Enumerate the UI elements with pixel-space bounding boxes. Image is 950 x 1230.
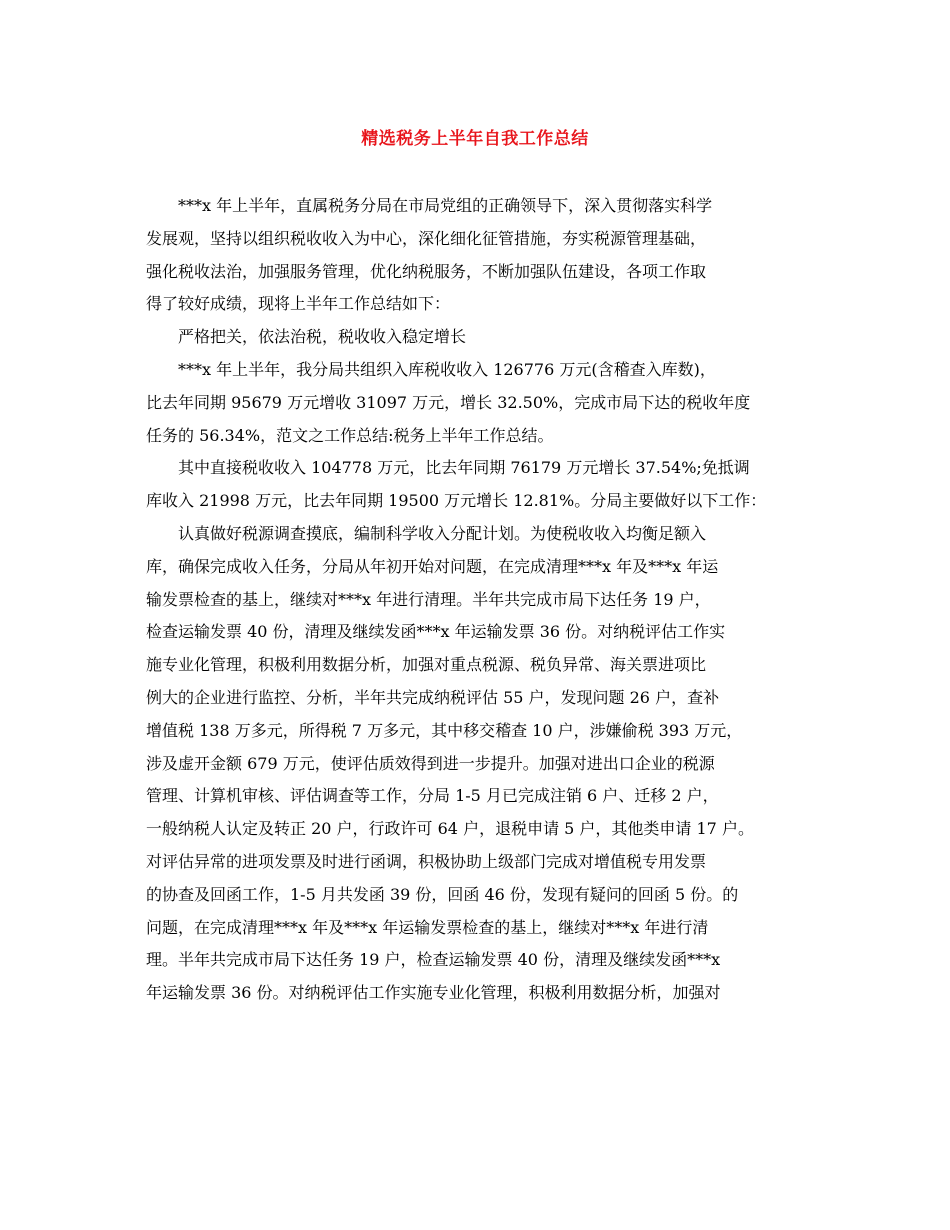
paragraph-line: 认真做好税源调查摸底，编制科学收入分配计划。为使税收收入均衡足额入 <box>178 523 707 543</box>
paragraph-line: 检查运输发票 40 份，清理及继续发函***x 年运输发票 36 份。对纳税评估工作实 <box>146 622 726 642</box>
paragraph-line: 例大的企业进行监控、分析，半年共完成纳税评估 55 户，发现问题 26 户，查补 <box>146 687 720 707</box>
paragraph-line: 一般纳税人认定及转正 20 户，行政许可 64 户，退税申请 5 户，其他类申请 17 户。 <box>146 819 754 839</box>
paragraph-line: 管理、计算机审核、评估调查等工作，分局 1-5 月已完成注销 6 户、迁移 2 户， <box>146 786 719 806</box>
paragraph-line: 比去年同期 95679 万元增收 31097 万元，增长 32.50%，完成市局下达的税收年度 <box>146 392 751 412</box>
paragraph-line: 发展观，坚持以组织税收收入为中心，深化细化征管措施，夯实税源管理基础， <box>146 228 707 248</box>
paragraph-line: 增值税 138 万多元，所得税 7 万多元，其中移交稽查 10 户，涉嫌偷税 393 万元， <box>146 720 743 740</box>
paragraph-line: 其中直接税收收入 104778 万元，比去年同期 76179 万元增长 37.54%;免抵调 <box>178 458 750 478</box>
paragraph-line: 施专业化管理，积极利用数据分析，加强对重点税源、税负异常、海关票进项比 <box>146 655 707 675</box>
paragraph-line: 强化税收法治，加强服务管理，优化纳税服务，不断加强队伍建设，各项工作取 <box>146 261 707 281</box>
paragraph-line: ***x 年上半年，直属税务分局在市局党组的正确领导下，深入贯彻落实科学 <box>178 196 713 215</box>
section-heading: 严格把关，依法治税，税收收入稳定增长 <box>178 327 467 347</box>
paragraph-line: 库，确保完成收入任务，分局从年初开始对问题，在完成清理***x 年及***x 年运 <box>146 556 719 576</box>
paragraph-line: 任务的 56.34%，范文之工作总结:税务上半年工作总结。 <box>146 425 554 445</box>
paragraph-line: 涉及虚开金额 679 万元，使评估质效得到进一步提升。加强对进出口企业的税源 <box>146 753 715 773</box>
paragraph-line: 年运输发票 36 份。对纳税评估工作实施专业化管理，积极利用数据分析，加强对 <box>146 983 721 1003</box>
paragraph-line: 问题，在完成清理***x 年及***x 年运输发票检查的基上，继续对***x 年进行清 <box>146 917 709 937</box>
paragraph-line: 库收入 21998 万元，比去年同期 19500 万元增长 12.81%。分局主要做好以下工作： <box>146 491 767 511</box>
paragraph-line: ***x 年上半年，我分局共组织入库税收收入 126776 万元(含稽查入库数)， <box>178 359 716 379</box>
document-title: 精选税务上半年自我工作总结 <box>361 129 589 149</box>
paragraph-line: 理。半年共完成市局下达任务 19 户，检查运输发票 40 份，清理及继续发函***x <box>146 950 721 970</box>
paragraph-line: 输发票检查的基上，继续对***x 年进行清理。半年共完成市局下达任务 19 户， <box>146 589 711 609</box>
paragraph-line: 得了较好成绩，现将上半年工作总结如下： <box>146 294 451 314</box>
paragraph-line: 对评估异常的进项发票及时进行函调，积极协助上级部门完成对增值税专用发票 <box>146 851 707 871</box>
document-body <box>146 190 809 1010</box>
paragraph-line: 的协查及回函工作，1-5 月共发函 39 份，回函 46 份，发现有疑问的回函 5 份。的 <box>146 884 739 904</box>
